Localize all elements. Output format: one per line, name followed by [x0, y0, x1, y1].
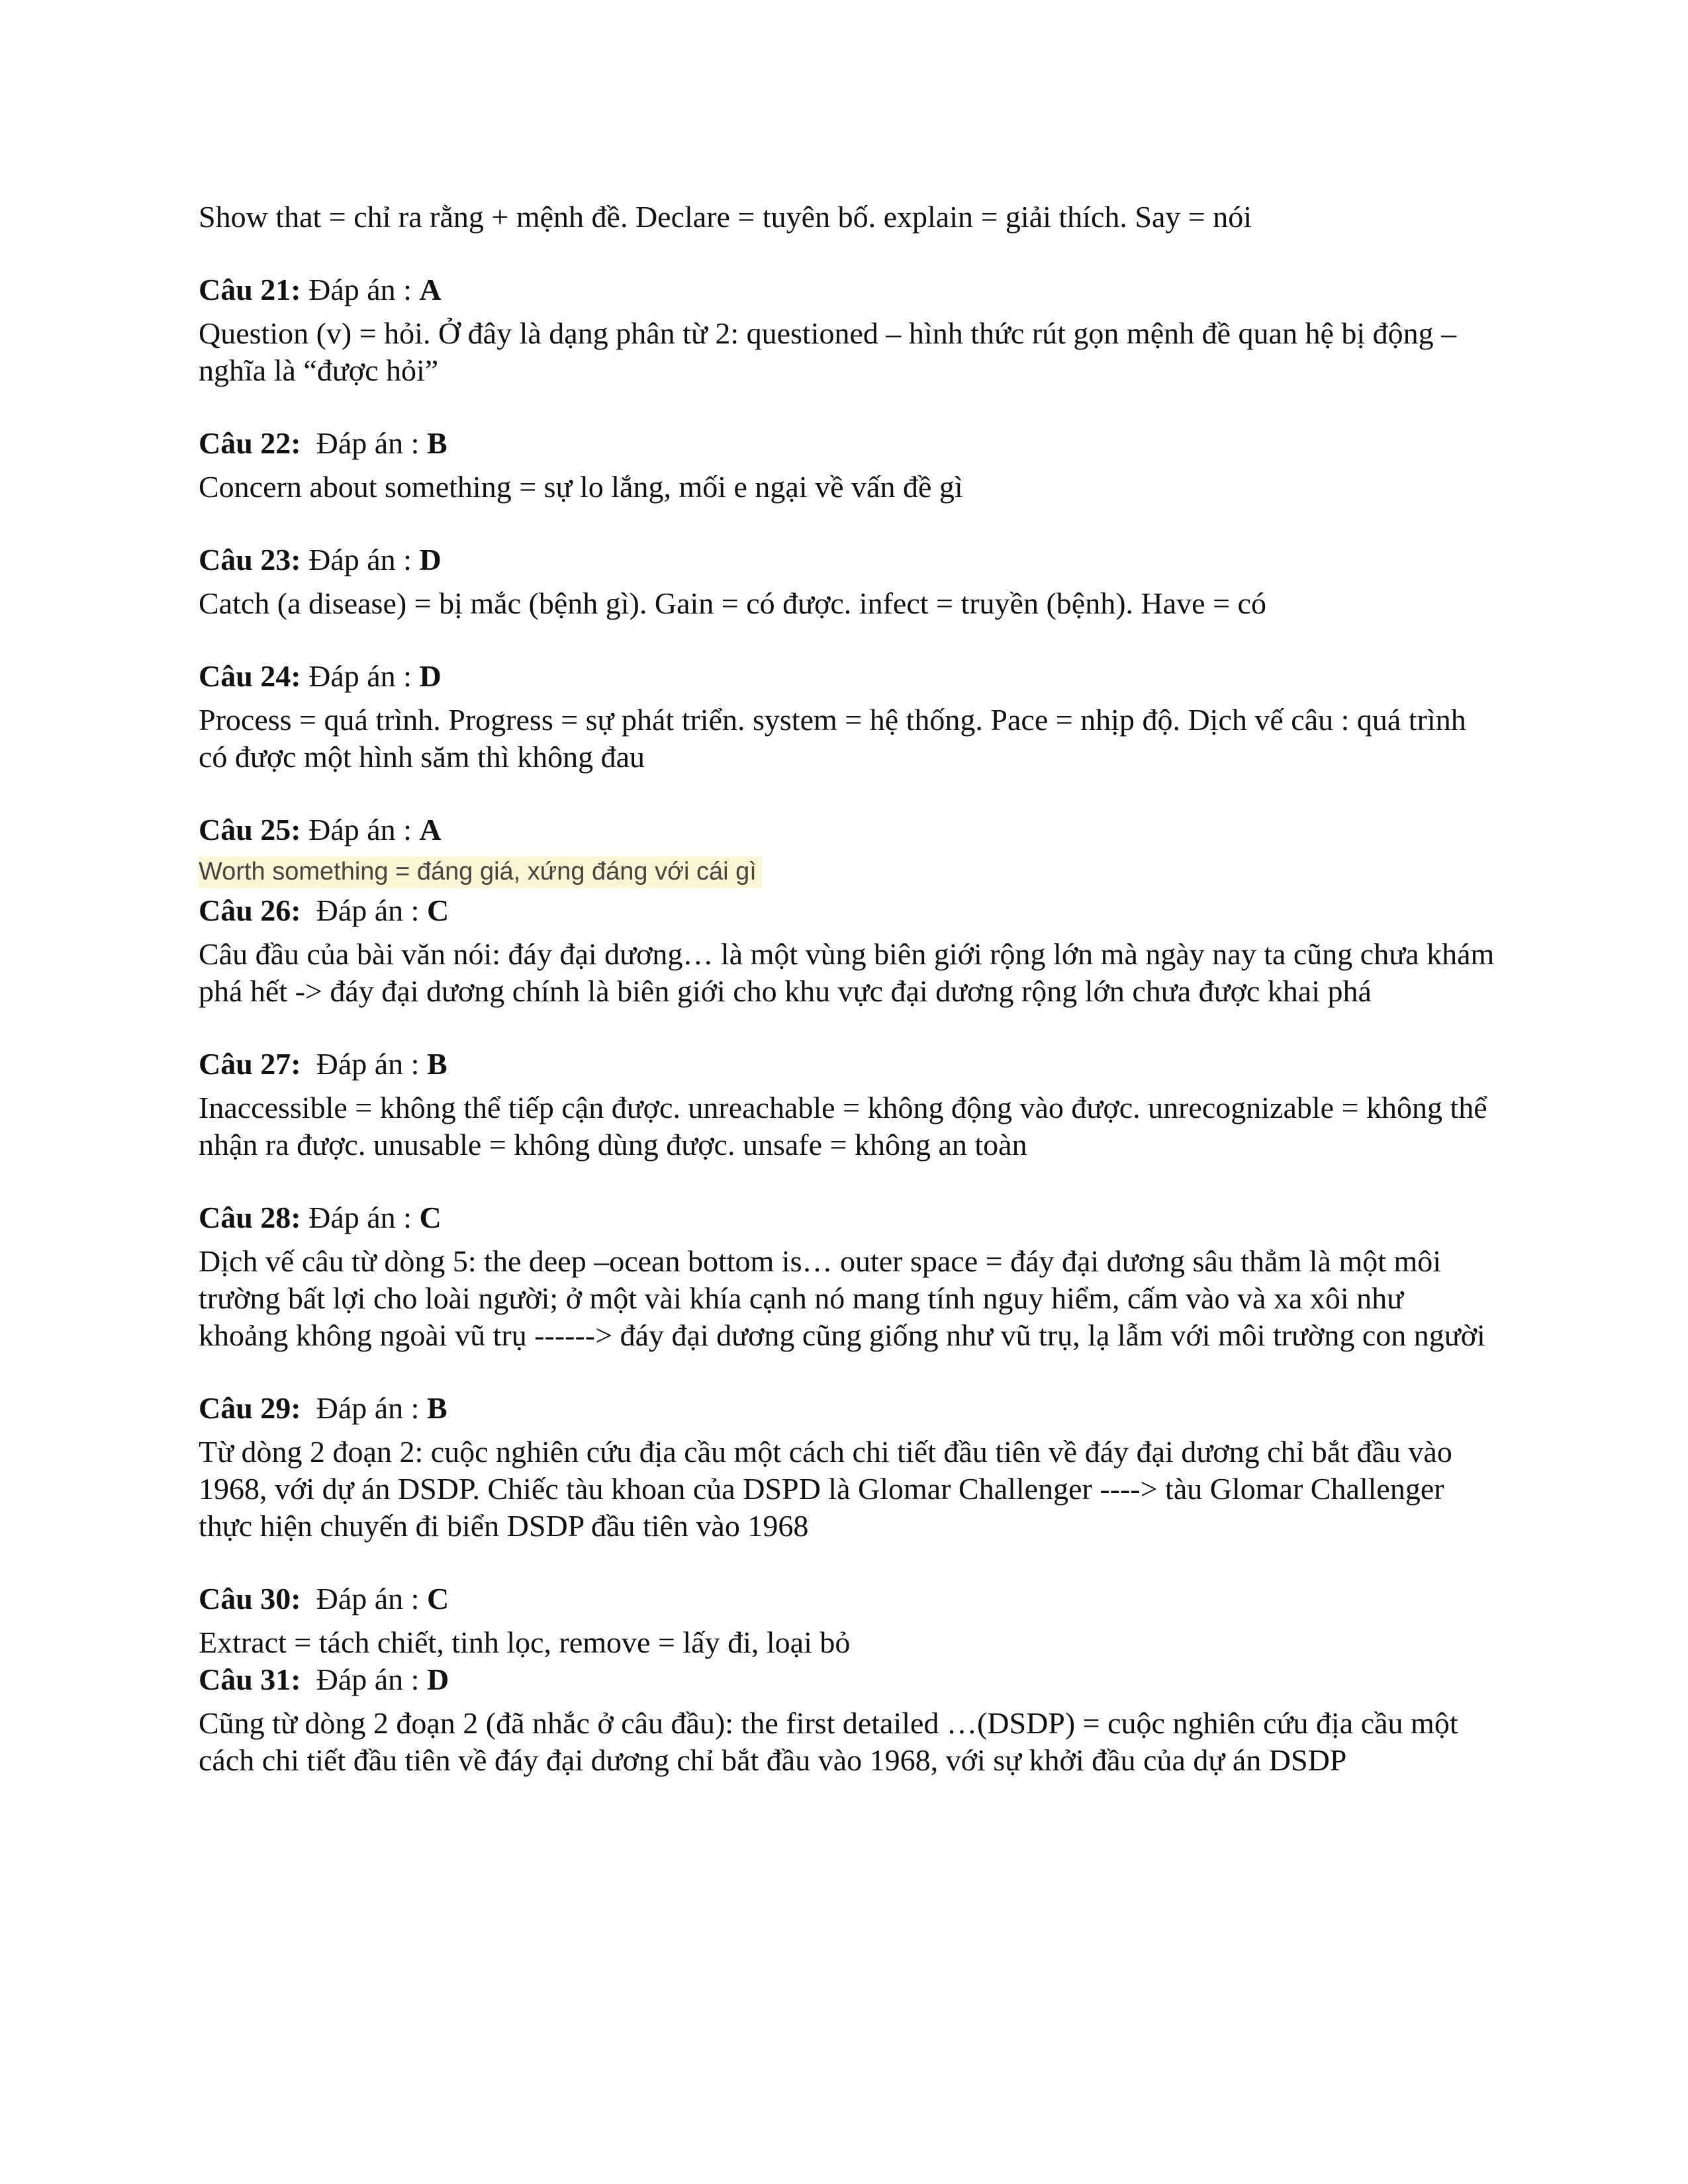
explanation-text: Cũng từ dòng 2 đoạn 2 (đã nhắc ở câu đầu): the first detailed …(DSDP) = cuộc nghiên cứu địa cầu một cách chi tiết đầu tiên về đáy đại dương chỉ bắt đầu vào 1968, với sự khởi đầu của dự án DSDP [199, 1706, 1458, 1777]
explanation-text: Inaccessible = không thể tiếp cận được. unreachable = không động vào được. unrecognizable = không thể nhận ra được. unusable = không dùng được. unsafe = không an toàn [199, 1091, 1487, 1161]
question-label: Câu 26: [199, 893, 301, 927]
answer-prefix: Đáp án : [301, 1201, 420, 1234]
answer-heading [199, 425, 1496, 462]
answer-heading [199, 1199, 1496, 1236]
answer-letter: B [426, 1391, 447, 1425]
explanation-text: Process = quá trình. Progress = sự phát triển. system = hệ thống. Pace = nhịp độ. Dịch vế câu : quá trình có được một hình săm thì không đau [199, 703, 1466, 774]
question-label: Câu 21: [199, 273, 301, 306]
answer-heading [199, 1580, 1496, 1617]
answer-heading [199, 811, 1496, 848]
answer-letter: C [426, 1582, 449, 1615]
answer-prefix: Đáp án : [301, 893, 427, 927]
answer-letter: C [426, 893, 449, 927]
explanation-text: Concern about something = sự lo lắng, mối e ngại về vấn đề gì [199, 470, 963, 504]
answer-item-24 [199, 658, 1496, 776]
answer-item-22 [199, 425, 1496, 506]
answer-prefix: Đáp án : [301, 1047, 427, 1081]
question-label: Câu 29: [199, 1391, 301, 1425]
answer-heading [199, 541, 1496, 578]
answer-prefix: Đáp án : [301, 273, 420, 306]
answer-item-28 [199, 1199, 1496, 1354]
question-label: Câu 27: [199, 1047, 301, 1081]
explanation-text: Từ dòng 2 đoạn 2: cuộc nghiên cứu địa cầu một cách chi tiết đầu tiên về đáy đại dương chỉ bắt đầu vào 1968, với dự án DSDP. Chiếc tàu khoan của DSPD là Glomar Challenger ----> tàu Glomar Challenger thực hiện chuyến đi biển DSDP đầu tiên vào 1968 [199, 1435, 1452, 1543]
answer-item-30 [199, 1580, 1496, 1661]
explanation-text: Catch (a disease) = bị mắc (bệnh gì). Gain = có được. infect = truyền (bệnh). Have = có [199, 586, 1266, 620]
answer-letter: D [419, 659, 442, 693]
explanation-text: Question (v) = hỏi. Ở đây là dạng phân từ 2: questioned – hình thức rút gọn mệnh đề quan hệ bị động – nghĩa là “được hỏi” [199, 316, 1457, 387]
answer-item-25 [199, 811, 1496, 892]
explanation-text: Extract = tách chiết, tinh lọc, remove = lấy đi, loại bỏ [199, 1625, 851, 1659]
question-label: Câu 25: [199, 813, 301, 846]
explanation-text: Câu đầu của bài văn nói: đáy đại dương… là một vùng biên giới rộng lớn mà ngày nay ta cũng chưa khám phá hết -> đáy đại dương chính là biên giới cho khu vực đại dương rộng lớn chưa được khai phá [199, 937, 1495, 1008]
answer-letter: D [419, 543, 442, 576]
answer-item-29 [199, 1390, 1496, 1545]
answer-item-27 [199, 1046, 1496, 1163]
answer-letter: A [419, 813, 442, 846]
question-label: Câu 24: [199, 659, 301, 693]
answer-heading [199, 1661, 1496, 1698]
question-label: Câu 31: [199, 1662, 301, 1696]
answer-prefix: Đáp án : [301, 1582, 427, 1615]
intro-paragraph: Show that = chỉ ra rằng + mệnh đề. Declare = tuyên bố. explain = giải thích. Say = nói [199, 200, 1252, 234]
explanation-text: Dịch vế câu từ dòng 5: the deep –ocean bottom is… outer space = đáy đại dương sâu thẳm là một môi trường bất lợi cho loài người; ở một vài khía cạnh nó mang tính nguy hiểm, cấm vào và xa xôi như khoảng không ngoài vũ trụ ------> đáy đại dương cũng giống như vũ trụ, lạ lẫm với môi trường con người [199, 1244, 1485, 1352]
answer-heading [199, 1390, 1496, 1427]
answer-heading [199, 892, 1496, 929]
answer-heading [199, 658, 1496, 695]
answer-item-21 [199, 271, 1496, 389]
answer-letter: A [419, 273, 442, 306]
document-page [199, 199, 1496, 1815]
answer-prefix: Đáp án : [301, 1662, 427, 1696]
answer-item-23 [199, 541, 1496, 622]
answer-letter: B [426, 1047, 447, 1081]
answer-prefix: Đáp án : [301, 1391, 427, 1425]
answer-prefix: Đáp án : [301, 426, 427, 460]
answer-prefix: Đáp án : [301, 813, 420, 846]
answer-prefix: Đáp án : [301, 543, 420, 576]
answer-letter: B [426, 426, 447, 460]
answer-item-26 [199, 892, 1496, 1010]
answer-letter: D [426, 1662, 449, 1696]
answer-prefix: Đáp án : [301, 659, 420, 693]
question-label: Câu 28: [199, 1201, 301, 1234]
answer-heading [199, 1046, 1496, 1083]
question-label: Câu 30: [199, 1582, 301, 1615]
answer-heading [199, 271, 1496, 308]
question-label: Câu 23: [199, 543, 301, 576]
question-label: Câu 22: [199, 426, 301, 460]
highlighted-explanation: Worth something = đáng giá, xứng đáng với cái gì [199, 856, 762, 888]
answer-letter: C [419, 1201, 442, 1234]
answer-item-31 [199, 1661, 1496, 1779]
